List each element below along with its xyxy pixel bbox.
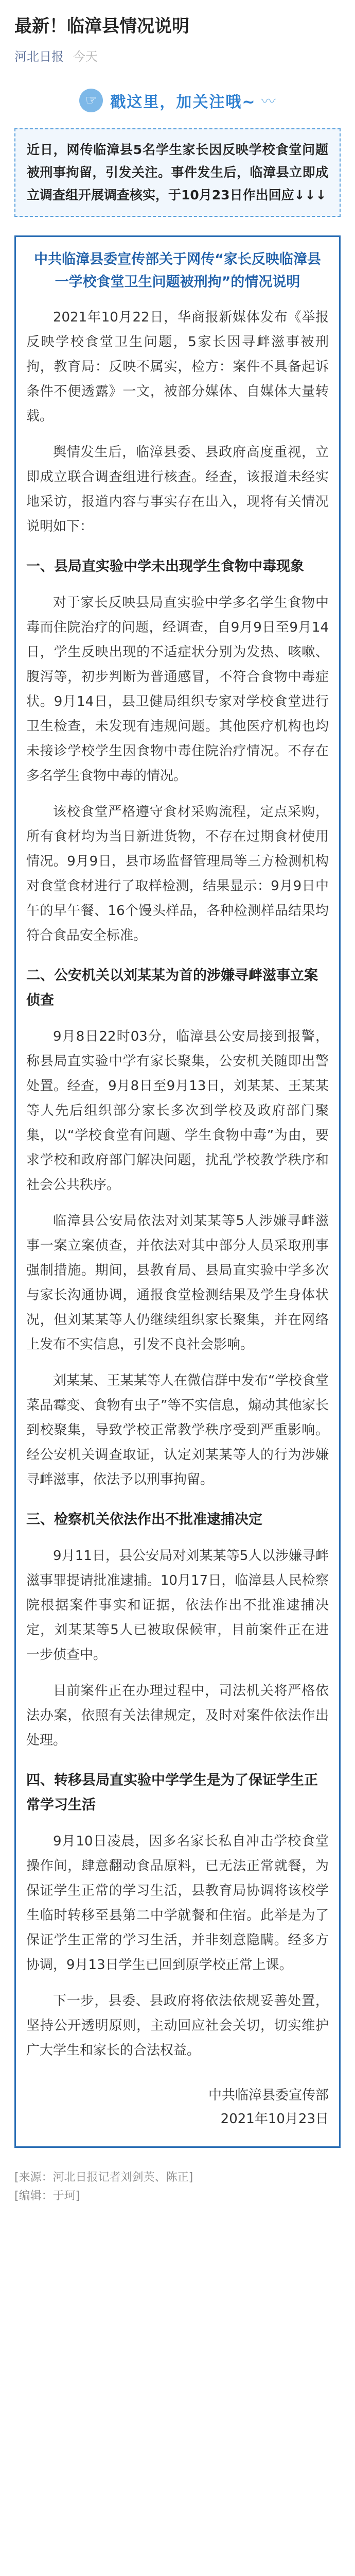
source-credit: [来源：河北日报记者刘剑英、陈正] [编辑：于珂] bbox=[14, 2171, 193, 2202]
section-paragraph: 该校食堂严格遵守食材采购流程，定点采购，所有食材均为当日新进货物，不存在过期食材使用情况。9月9日，县市场监督管理局等三方检测机构对食堂食材进行了取样检测，结果显示：9月9日中午的早午餐、16个馒头样品，各种检测样品结果均符合食品安全标准。 bbox=[26, 804, 329, 943]
section-paragraph: 9月11日，县公安局对刘某某等5人以涉嫌寻衅滋事罪提请批准逮捕。10月17日，临漳县人民检察院根据案件事实和证据，依法作出不批准逮捕决定，刘某某等5人已被取保候审，目前案件正在进一步侦查中。 bbox=[26, 1548, 329, 1663]
pointing-hand-icon: ☞ bbox=[79, 89, 103, 112]
section-heading: 一、县局直实验中学未出现学生食物中毒现象 bbox=[26, 558, 304, 574]
wave-decoration-icon: 〰 bbox=[261, 93, 276, 110]
section-paragraph: 下一步，县委、县政府将依法依规妥善处置，坚持公开透明原则，主动回应社会关切，切实维护广大学生和家长的合法权益。 bbox=[26, 1993, 329, 2058]
section-heading: 三、检察机关依法作出不批准逮捕决定 bbox=[26, 1512, 262, 1528]
account-name-link[interactable]: 河北日报 bbox=[14, 49, 64, 64]
statement-response: 舆情发生后，临漳县委、县政府高度重视，立即成立联合调查组进行核查。经查，该报道未经实地采访，报道内容与事实存在出入，现将有关情况说明如下： bbox=[26, 445, 329, 534]
section-paragraph: 对于家长反映县局直实验中学多名学生食物中毒而住院治疗的问题，经调查，自9月9日至9月14日，学生反映出现的不适症状分别为发热、咳嗽、腹泻等，初步判断为普通感冒，不符合食物中毒症状。9月14日，县卫健局组织专家对学校食堂进行卫生检查，未发现有违规问题。其他医疗机构也均未接诊学校学生因食物中毒住院治疗情况。不存在多名学生食物中毒的情况。 bbox=[26, 595, 329, 784]
statement-title: 中共临漳县委宣传部关于网传“家长反映临漳县一学校食堂卫生问题被刑拘”的情况说明 bbox=[34, 251, 321, 290]
article-meta bbox=[14, 46, 341, 64]
article-source-footer bbox=[14, 2168, 341, 2206]
publish-date: 今天 bbox=[73, 49, 98, 64]
follow-banner-text[interactable]: 戳这里，加关注哦~ bbox=[110, 93, 256, 111]
signature-date: 2021年10月23日 bbox=[220, 2111, 329, 2127]
follow-banner[interactable] bbox=[14, 82, 341, 119]
section-heading: 四、转移县局直实验中学学生是为了保证学生正常学习生活 bbox=[26, 1772, 318, 1813]
notice-box: 近日，网传临漳县5名学生家长因反映学校食堂问题被刑事拘留，引发关注。事件发生后，临漳县立即成立调查组开展调查核实，于10月23日作出回应↓↓↓ bbox=[14, 128, 341, 217]
section-2 bbox=[26, 963, 329, 1492]
follow-banner-content[interactable] bbox=[79, 89, 275, 112]
section-3 bbox=[26, 1507, 329, 1753]
section-paragraph: 临漳县公安局依法对刘某某等5人涉嫌寻衅滋事一案立案侦查，并依法对其中部分人员采取刑事强制措施。期间，县教育局、县局直实验中学多次与家长沟通协调，通报食堂检测结果及学生身体状况，但刘某某等人仍继续组织家长聚集，并在网络上发布不实信息，引发不良社会影响。 bbox=[26, 1213, 329, 1352]
section-paragraph: 9月10日凌晨，因多名家长私自冲击学校食堂操作间，肆意翻动食品原料，已无法正常就餐，为保证学生正常的学习生活，县教育局协调将该校学生临时转移至县第二中学就餐和住宿。此举是为了保证学生正常的学习生活，并非刻意隐瞒。经多方协调，9月13日学生已回到原学校正常上课。 bbox=[26, 1834, 329, 1973]
section-paragraph: 9月8日22时03分，临漳县公安局接到报警，称县局直实验中学有家长聚集，公安机关随即出警处置。经查，9月8日至9月13日，刘某某、王某某等人先后组织部分家长多次到学校及政府部门聚集，以“学校食堂有问题、学生食物中毒”为由，要求学校和政府部门解决问题，扰乱学校教学秩序和社会公共秩序。 bbox=[26, 1029, 329, 1193]
article-title: 最新！临漳县情况说明 bbox=[14, 16, 189, 37]
section-heading: 二、公安机关以刘某某为首的涉嫌寻衅滋事立案侦查 bbox=[26, 968, 318, 1008]
signature-org: 中共临漳县委宣传部 bbox=[208, 2088, 329, 2103]
section-4 bbox=[26, 1768, 329, 2063]
statement-intro: 2021年10月22日，华商报新媒体发布《举报反映学校食堂卫生问题，5家长因寻衅滋事被刑拘，教育局：反映不属实，检方：案件不具备起诉条件不便透露》一文，被部分媒体、自媒体大量转载。 bbox=[26, 310, 329, 424]
section-paragraph: 刘某某、王某某等人在微信群中发布“学校食堂菜品霉变、食物有虫子”等不实信息，煽动其他家长到校聚集，导致学校正常教学秩序受到严重影响。经公安机关调查取证，认定刘某某等人的行为涉嫌寻衅滋事，依法予以刑事拘留。 bbox=[26, 1373, 329, 1487]
signature-block bbox=[26, 2083, 329, 2131]
statement-box bbox=[14, 235, 341, 2148]
section-1 bbox=[26, 554, 329, 948]
section-paragraph: 目前案件正在办理过程中，司法机关将严格依法办案，依照有关法律规定，及时对案件依法作出处理。 bbox=[26, 1683, 329, 1748]
